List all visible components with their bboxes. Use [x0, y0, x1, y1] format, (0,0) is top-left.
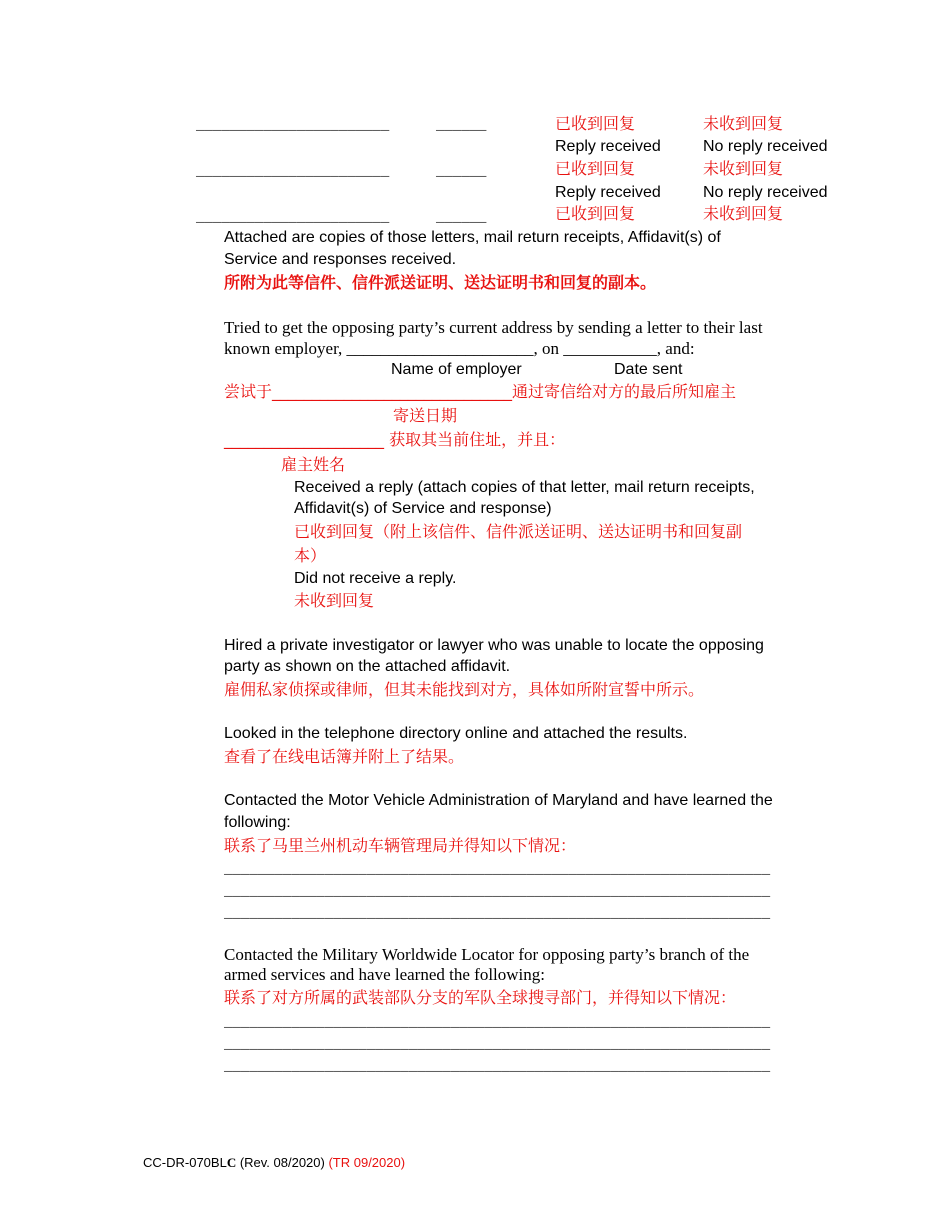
reply-row-3-cn-not-received: 未收到回复 — [703, 204, 784, 223]
investigator-en-line1: Hired a private investigator or lawyer who was unable to locate the opposing — [224, 637, 764, 654]
reply-row-2-cn-received: 已收到回复 — [555, 159, 636, 178]
attached-en-line1: Attached are copies of those letters, mail return receipts, Affidavit(s) of — [224, 229, 721, 246]
reply-row-1-cn-received: 已收到回复 — [555, 114, 636, 133]
military-en-line1: Contacted the Military Worldwide Locator for opposing party’s branch of the — [224, 945, 750, 964]
attached-cn: 所附为此等信件、信件派送证明、送达证明书和回复的副本。 — [224, 273, 657, 292]
mva-en-line2: following: — [224, 814, 291, 831]
employer-cn-line1: 尝试于______________________________通过寄信给对方的最后所知雇主 — [224, 382, 737, 401]
mva-en-line1: Contacted the Motor Vehicle Administration of Maryland and have learned the — [224, 792, 773, 809]
employer-cn-date-label: 寄送日期 — [393, 406, 458, 425]
employer-en-line2: known employer, ______________________, on ___________, and: — [224, 339, 695, 358]
reply-row-1-en-not-received: No reply received — [703, 138, 828, 155]
military-answer-line-1[interactable]: _________________________________________________________________ — [224, 1015, 771, 1031]
reply-row-1-date-blank[interactable]: ______ — [436, 118, 487, 134]
option-received-en-line1: Received a reply (attach copies of that letter, mail return receipts, — [294, 479, 755, 496]
option-not-received-cn: 未收到回复 — [294, 591, 375, 610]
reply-row-2-en-not-received: No reply received — [703, 184, 828, 201]
mva-cn: 联系了马里兰州机动车辆管理局并得知以下情况： — [224, 836, 577, 855]
reply-row-1-cn-not-received: 未收到回复 — [703, 114, 784, 133]
reply-row-3-cn-received: 已收到回复 — [555, 204, 636, 223]
investigator-en-line2: party as shown on the attached affidavit. — [224, 658, 511, 675]
mva-answer-line-2[interactable]: _________________________________________________________________ — [224, 884, 771, 900]
footer-tr: (TR 09/2020) — [328, 1155, 406, 1170]
footer-rev: (Rev. 08/2020) — [236, 1155, 329, 1170]
reply-row-2-date-blank[interactable]: ______ — [436, 164, 487, 180]
mva-answer-line-1[interactable]: _________________________________________________________________ — [224, 862, 771, 878]
military-answer-line-2[interactable]: _________________________________________________________________ — [224, 1037, 771, 1053]
option-not-received-en: Did not receive a reply. — [294, 570, 457, 587]
footer-form-suffix: C — [226, 1155, 237, 1170]
directory-en: Looked in the telephone directory online and attached the results. — [224, 725, 688, 742]
option-received-cn-line2: 本） — [294, 546, 327, 565]
footer-form-id: CC-DR-070BL — [143, 1155, 227, 1170]
reply-row-2-name-blank[interactable]: _______________________ — [196, 164, 390, 180]
reply-row-2-en-received: Reply received — [555, 184, 661, 201]
reply-row-3-date-blank[interactable]: ______ — [436, 210, 487, 226]
directory-cn: 查看了在线电话簿并附上了结果。 — [224, 747, 465, 766]
employer-date-label: Date sent — [614, 361, 683, 378]
military-en-line2: armed services and have learned the following: — [224, 965, 545, 984]
investigator-cn: 雇佣私家侦探或律师，但其未能找到对方，具体如所附宣誓中所示。 — [224, 680, 705, 699]
attached-en-line2: Service and responses received. — [224, 251, 457, 268]
mva-answer-line-3[interactable]: _________________________________________________________________ — [224, 906, 771, 922]
employer-cn-line2: ____________________ 获取其当前住址，并且： — [224, 430, 566, 449]
military-cn: 联系了对方所属的武装部队分支的军队全球搜寻部门，并得知以下情况： — [224, 988, 737, 1007]
reply-row-3-name-blank[interactable]: _______________________ — [196, 210, 390, 226]
reply-row-1-name-blank[interactable]: _______________________ — [196, 118, 390, 134]
footer — [143, 1155, 405, 1171]
option-received-en-line2: Affidavit(s) of Service and response) — [294, 500, 552, 517]
employer-en-line1: Tried to get the opposing party’s current address by sending a letter to their last — [224, 318, 763, 337]
employer-cn-employer-label: 雇主姓名 — [281, 455, 346, 474]
reply-row-1-en-received: Reply received — [555, 138, 661, 155]
military-answer-line-3[interactable]: _________________________________________________________________ — [224, 1059, 771, 1075]
reply-row-2-cn-not-received: 未收到回复 — [703, 159, 784, 178]
option-received-cn-line1: 已收到回复（附上该信件、信件派送证明、送达证明书和回复副 — [294, 522, 743, 541]
employer-name-label: Name of employer — [391, 361, 522, 378]
